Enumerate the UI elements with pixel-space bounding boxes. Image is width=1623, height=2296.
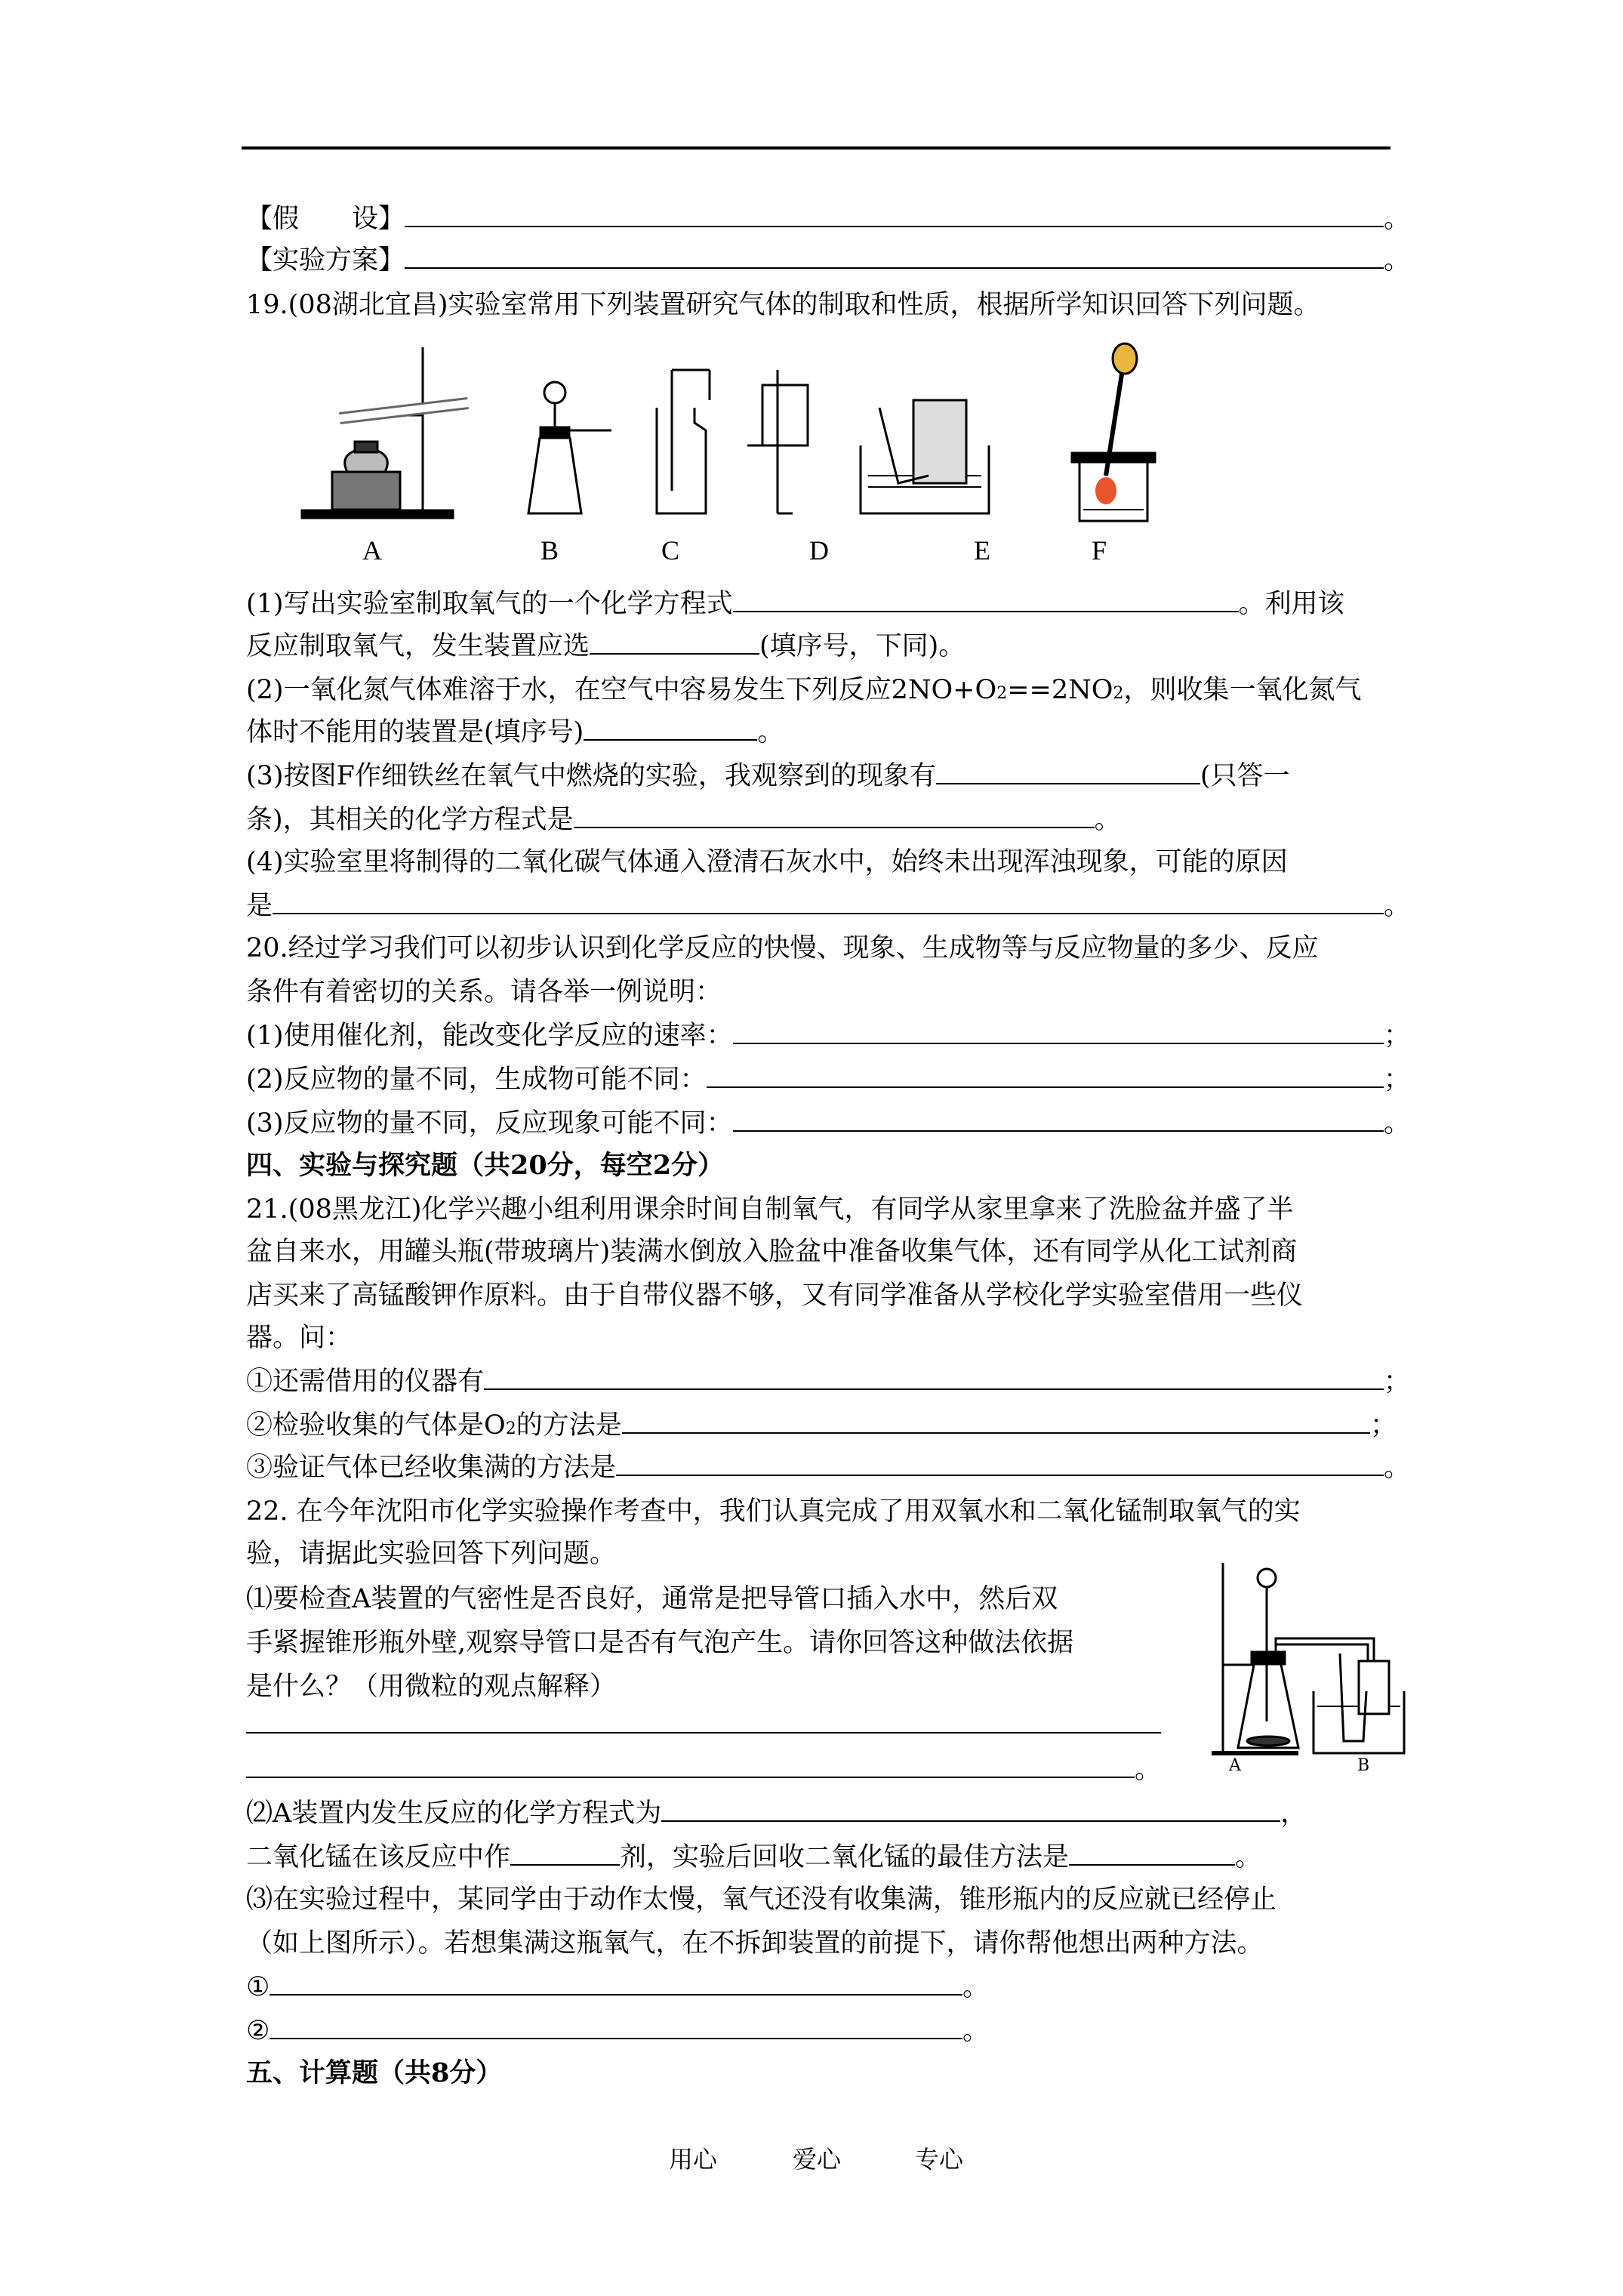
figure-label-a: A xyxy=(362,535,382,566)
apparatus-ab-figure xyxy=(1208,1555,1412,1782)
answer-blank[interactable] xyxy=(733,1015,1384,1044)
apparatus-figure xyxy=(294,340,1246,529)
figure-label-e: E xyxy=(974,535,990,566)
q21-1-line: ①还需借用的仪器有 ； xyxy=(246,1359,1410,1404)
answer-blank[interactable] xyxy=(707,1059,1384,1088)
footer-text: 爱心 xyxy=(793,2145,842,2174)
answer-blank[interactable] xyxy=(273,886,1384,914)
q21-line-2: 盆自来水，用罐头瓶(带玻璃片)装满水倒放入脸盆中准备收集气体，还有同学从化工试剂商 xyxy=(246,1237,1298,1267)
answer-blank[interactable] xyxy=(269,1967,962,1996)
q22-1-line-3: 是什么？（用微粒的观点解释） xyxy=(246,1672,617,1702)
apparatus-e-drawing xyxy=(861,400,989,513)
answer-blank[interactable] xyxy=(405,240,1384,269)
apparatus-b-drawing xyxy=(528,382,611,513)
q19-4-line-2: 是 。 xyxy=(246,883,1410,929)
q21-3-line: ③验证气体已经收集满的方法是 。 xyxy=(246,1445,1410,1490)
plan-line: 【实验方案】 。 xyxy=(246,238,1410,283)
q21-line-3: 店买来了高锰酸钾作原料。由于自带仪器不够，又有同学准备从学校化学实验室借用一些仪 xyxy=(246,1281,1304,1311)
answer-blank[interactable] xyxy=(616,1447,1384,1476)
q22-3-line-1: ⑶在实验过程中，某同学由于动作太慢，氧气还没有收集满，锥形瓶内的反应就已经停止 xyxy=(246,1885,1277,1915)
answer-blank[interactable] xyxy=(510,1837,620,1866)
answer-blank[interactable] xyxy=(405,199,1384,227)
q22-2-line-2: 二氧化锰在该反应中作 剂，实验后回收二氧化锰的最佳方法是 。 xyxy=(246,1835,1410,1880)
q22-3-answer-1: ① 。 xyxy=(246,1965,989,2010)
answer-blank[interactable] xyxy=(936,756,1200,784)
q21-line-4: 器。问： xyxy=(246,1323,353,1353)
q19-2-line: (2)一氧化氮气体难溶于水，在空气中容易发生下列反应2NO+O 2 ==2NO 2 ，则收集一氧化氮气 xyxy=(246,675,1362,705)
apparatus-c-drawing xyxy=(657,370,710,513)
footer-text: 专心 xyxy=(915,2145,964,2174)
q22-line-1: 22. 在今年沈阳市化学实验操作考查中，我们认真完成了用双氧水和二氧化锰制取氧气的实 xyxy=(246,1496,1301,1527)
answer-blank[interactable] xyxy=(269,2011,962,2039)
apparatus-d-drawing xyxy=(747,370,808,513)
header-rule xyxy=(242,146,1390,149)
q19-3-line: (3)按图F作细铁丝在氧气中燃烧的实验，我观察到的现象有 (只答一 xyxy=(246,754,1410,799)
apparatus-a-drawing xyxy=(302,347,468,518)
figure-label-a: A xyxy=(1229,1756,1241,1775)
q19-3-line-2: 条)，其相关的化学方程式是 。 xyxy=(246,797,1410,843)
q22-1-answer-2: 。 xyxy=(246,1747,1161,1792)
q22-3-answer-2: ② 。 xyxy=(246,2008,989,2054)
figure-label-c: C xyxy=(661,535,680,566)
q19-4-line: (4)实验室里将制得的二氧化碳气体通入澄清石灰水中，始终未出现浑浊现象，可能的原因 xyxy=(246,847,1288,877)
q22-2-line: ⑵A装置内发生反应的化学方程式为 ， xyxy=(246,1791,1410,1836)
question-19-stem: 19.(08湖北宜昌)实验室常用下列装置研究气体的制取和性质，根据所学知识回答下列问题。 xyxy=(246,290,1320,320)
answer-blank[interactable] xyxy=(1069,1837,1235,1866)
apparatus-f-drawing xyxy=(1072,344,1155,521)
q19-1-line: (1)写出实验室制取氧气的一个化学方程式 。利用该 xyxy=(246,581,1410,627)
q22-3-line-2: （如上图所示）。若想集满这瓶氧气，在不拆卸装置的前提下，请你帮他想出两种方法。 xyxy=(246,1928,1264,1959)
q19-2-line-2: 体时不能用的装置是(填序号) 。 xyxy=(246,710,1410,755)
q20-1-line: (1)使用催化剂，能改变化学反应的速率： ； xyxy=(246,1013,1410,1059)
answer-blank[interactable] xyxy=(574,800,1095,828)
q21-2-line: ②检验收集的气体是O 2 的方法是 ； xyxy=(246,1403,1397,1448)
answer-blank[interactable] xyxy=(733,1103,1384,1132)
q20-line-2: 条件有着密切的关系。请各举一例说明： xyxy=(246,977,722,1007)
q22-1-line-2: 手紧握锥形瓶外壁,观察导管口是否有气泡产生。请你回答这种做法依据 xyxy=(246,1628,1074,1658)
answer-blank[interactable] xyxy=(622,1405,1370,1434)
footer-text: 用心 xyxy=(669,2145,718,2174)
q22-line-2: 验，请据此实验回答下列问题。 xyxy=(246,1539,617,1569)
q20-3-line: (3)反应物的量不同，反应现象可能不同： 。 xyxy=(246,1101,1410,1146)
q22-1-line-1: ⑴要检查A装置的气密性是否良好，通常是把导管口插入水中，然后双 xyxy=(246,1584,1058,1614)
q20-line-1: 20.经过学习我们可以初步认识到化学反应的快慢、现象、生成物等与反应物量的多少、反应 xyxy=(246,933,1319,963)
answer-blank[interactable] xyxy=(584,712,757,741)
answer-blank[interactable] xyxy=(246,1705,1161,1734)
answer-blank[interactable] xyxy=(590,626,759,655)
figure-label-f: F xyxy=(1092,535,1107,566)
section-4-heading: 四、实验与探究题（共20分，每空2分） xyxy=(246,1150,725,1181)
q20-2-line: (2)反应物的量不同，生成物可能不同： ； xyxy=(246,1057,1410,1102)
section-5-heading: 五、计算题（共8分） xyxy=(246,2057,503,2088)
q21-line-1: 21.(08黑龙江)化学兴趣小组利用课余时间自制氧气，有同学从家里拿来了洗脸盆并盛了半 xyxy=(246,1194,1294,1225)
q19-1-line-2: 反应制取氧气，发生装置应选 (填序号，下同)。 xyxy=(246,624,1410,669)
answer-blank[interactable] xyxy=(246,1749,1135,1778)
figure-label-b: B xyxy=(1357,1756,1370,1775)
answer-blank[interactable] xyxy=(661,1793,1280,1822)
q22-1-answer-1 xyxy=(246,1705,1161,1750)
answer-blank[interactable] xyxy=(733,584,1239,612)
figure-label-d: D xyxy=(809,535,829,566)
hypothesis-line: 【假 设】 。 xyxy=(246,196,1410,242)
answer-blank[interactable] xyxy=(484,1361,1384,1390)
figure-label-b: B xyxy=(540,535,559,566)
